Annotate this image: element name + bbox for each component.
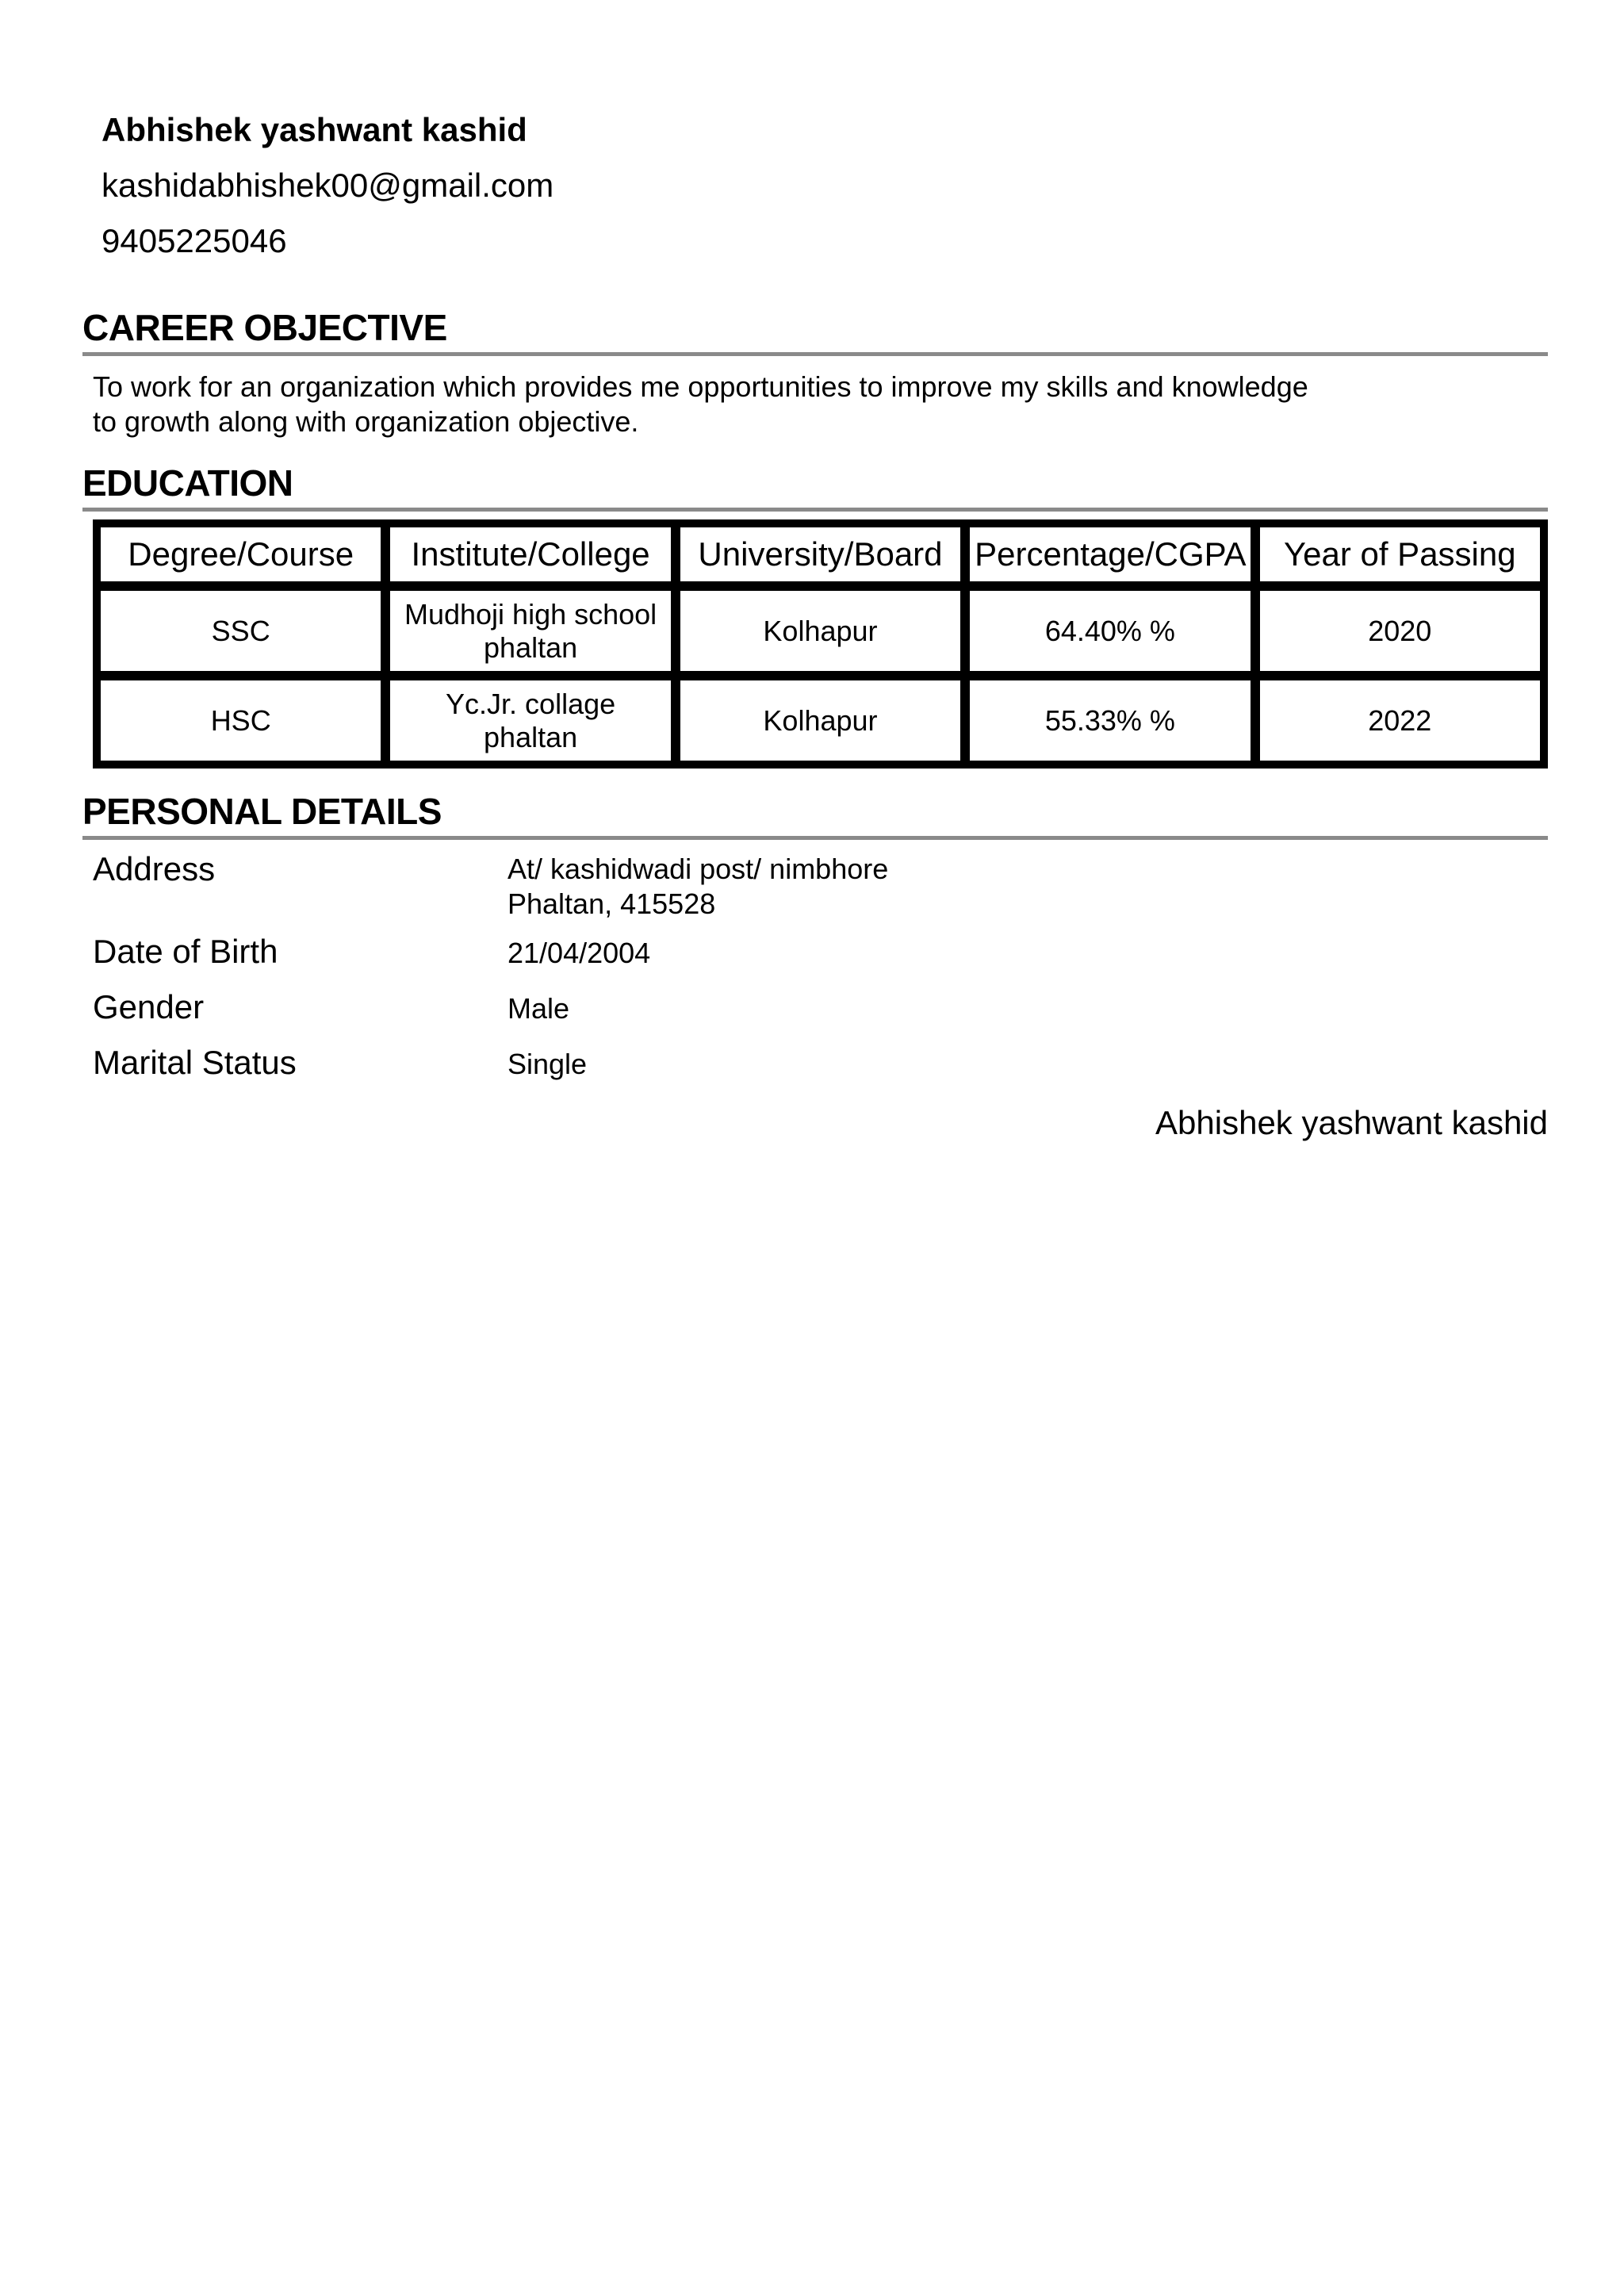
column-header-degree: Degree/Course [96,523,385,586]
marital-status-value: Single [508,1048,588,1080]
cell-university: Kolhapur [676,586,965,676]
candidate-name: Abhishek yashwant kashid [102,111,527,148]
table-row [96,676,1545,765]
education-table [93,519,1548,769]
career-objective-heading: CAREER OBJECTIVE [82,307,447,348]
cell-institute-line-2: phaltan [484,631,578,664]
cell-percentage: 55.33% % [965,676,1254,765]
personal-details-divider [82,836,1548,840]
column-header-year: Year of Passing [1255,523,1545,586]
cell-institute [385,676,675,765]
career-objective-text [93,370,1441,439]
address-line-2: Phaltan, 415528 [508,887,716,920]
address-line-1: At/ kashidwadi post/ nimbhore [508,853,889,885]
cell-institute-line-2: phaltan [484,720,578,753]
gender-label: Gender [93,988,205,1025]
cell-degree: SSC [96,586,385,676]
cell-degree: HSC [96,676,385,765]
table-row [96,586,1545,676]
candidate-email: kashidabhishek00@gmail.com [102,167,554,204]
cell-year: 2022 [1255,676,1545,765]
career-objective-divider [82,352,1548,356]
address-value [508,852,888,922]
education-divider [82,508,1548,512]
column-header-institute: Institute/College [385,523,675,586]
signature-name: Abhishek yashwant kashid [1155,1104,1548,1141]
cell-institute-line-1: Mudhoji high school [404,597,657,631]
column-header-percentage: Percentage/CGPA [965,523,1254,586]
cell-year: 2020 [1255,586,1545,676]
career-objective-line-1: To work for an organization which provides me opportunities to improve my skills and knowledge [93,370,1308,403]
candidate-phone: 9405225046 [102,222,287,259]
education-heading: EDUCATION [82,462,293,504]
marital-status-label: Marital Status [93,1044,297,1081]
cell-institute-line-1: Yc.Jr. collage [446,687,616,720]
cell-institute [385,586,675,676]
dob-value: 21/04/2004 [508,937,651,969]
career-objective-line-2: to growth along with organization objective. [93,405,639,438]
dob-label: Date of Birth [93,933,278,970]
gender-value: Male [508,992,570,1025]
personal-details-heading: PERSONAL DETAILS [82,791,442,832]
address-label: Address [93,850,216,887]
cell-percentage: 64.40% % [965,586,1254,676]
column-header-university: University/Board [676,523,965,586]
cell-university: Kolhapur [676,676,965,765]
education-table-header-row [96,523,1545,586]
